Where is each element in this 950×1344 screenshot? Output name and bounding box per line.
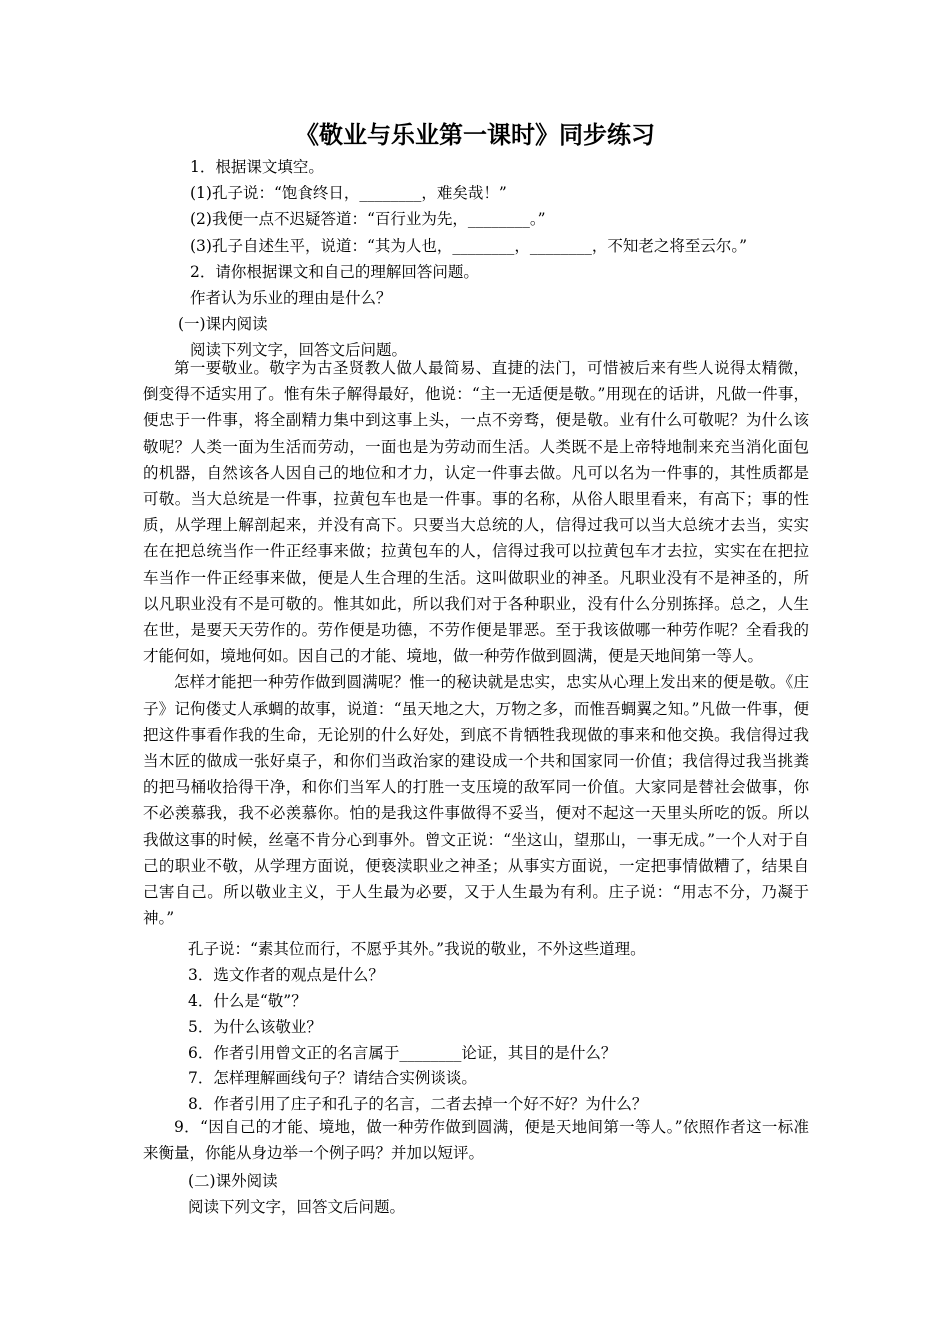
section-heading-extracurricular: (二)课外阅读 <box>188 1172 278 1190</box>
question-1-item-3: (3)孔子自述生平，说道：“其为人也，________，________，不知老之将至云尔。” <box>190 237 748 255</box>
passage-paragraph-2: 怎样才能把一种劳作做到圆满呢？惟一的秘诀就是忠实，忠实从心理上发出来的便是敬。《庄子》记佝偻丈人承蜩的故事，说道：“虽天地之大，万物之多，而惟吾蜩翼之知。”凡做一件事，便把这件事看作我的生命，无论别的什么好处，到底不肯牺牲我现做的事来和他交换。我信得过我当木匠的做成一张好桌子，和你们当政治家的建设成一个共和国家同一价值；我信得过我当挑粪的把马桶收拾得干净，和你们当军人的打胜一支压境的敌军同一价值。大家同是替社会做事，你不必羡慕我，我不必羡慕你。怕的是我这件事做得不妥当，便对不起这一天里头所吃的饭。所以我做这事的时候，丝毫不肯分心到事外。曾文正说：“坐这山，望那山，一事无成。”一个人对于自己的职业不敬，从学理方面说，便亵渎职业之神圣；从事实方面说，一定把事情做糟了，结果自己害自己。所以敬业主义，于人生最为必要，又于人生最为有利。庄子说：“用志不分，乃凝于神。” <box>143 673 809 928</box>
question-1-item-1: (1)孔子说：“饱食终日，________，难矣哉！” <box>190 184 507 202</box>
question-9: 9．“因自己的才能、境地，做一种劳作做到圆满，便是天地间第一等人。”依照作者这一标准来衡量，你能从身边举一个例子吗？并加以短评。 <box>143 1118 809 1162</box>
reading-instruction-2: 阅读下列文字，回答文后问题。 <box>188 1198 406 1216</box>
passage-paragraph-3: 孔子说：“素其位而行，不愿乎其外。”我说的敬业，不外这些道理。 <box>188 940 646 958</box>
question-5: 5．为什么该敬业？ <box>188 1018 322 1036</box>
question-2: 2．请你根据课文和自己的理解回答问题。 <box>190 263 479 281</box>
question-2-text: 作者认为乐业的理由是什么？ <box>190 289 392 307</box>
question-8: 8．作者引用了庄子和孔子的名言，二者去掉一个好不好？为什么？ <box>188 1095 648 1113</box>
passage-paragraph-1: 第一要敬业。敬字为古圣贤教人做人最简易、直捷的法门，可惜被后来有些人说得太精微，倒变得不适实用了。惟有朱子解得最好，他说：“主一无适便是敬。”用现在的话讲，凡做一件事，便忠于一件事，将全副精力集中到这事上头，一点不旁骛，便是敬。业有什么可敬呢？为什么该敬呢？人类一面为生活而劳动，一面也是为劳动而生活。人类既不是上帝特地制来充当消化面包的机器，自然该各人因自己的地位和才力，认定一件事去做。凡可以名为一件事的，其性质都是可敬。当大总统是一件事，拉黄包车也是一件事。事的名称，从俗人眼里看来，有高下；事的性质，从学理上解剖起来，并没有高下。只要当大总统的人，信得过我可以当大总统才去当，实实在在把总统当作一件正经事来做；拉黄包车的人，信得过我可以拉黄包车才去拉，实实在在把拉车当作一件正经事来做，便是人生合理的生活。这叫做职业的神圣。凡职业没有不是神圣的，所以凡职业没有不是可敬的。惟其如此，所以我们对于各种职业，没有什么分别拣择。总之，人生在世，是要天天劳作的。劳作便是功德，不劳作便是罪恶。至于我该做哪一种劳作呢？全看我的才能何如，境地何如。因自己的才能、境地，做一种劳作做到圆满，便是天地间第一等人。 <box>143 359 809 666</box>
question-7: 7．怎样理解画线句子？请结合实例谈谈。 <box>188 1069 477 1087</box>
document-title: 《敬业与乐业第一课时》同步练习 <box>295 121 655 149</box>
question-3: 3．选文作者的观点是什么？ <box>188 966 384 984</box>
question-1-item-2: (2)我便一点不迟疑答道：“百行业为先，________。” <box>190 210 546 228</box>
reading-instruction-1: 阅读下列文字，回答文后问题。 <box>190 341 408 359</box>
question-6: 6．作者引用曾文正的名言属于________论证，其目的是什么？ <box>188 1044 617 1062</box>
section-heading-inclass: (一)课内阅读 <box>178 315 268 333</box>
question-1: 1．根据课文填空。 <box>190 158 324 176</box>
question-9-block <box>143 1114 809 1166</box>
question-4: 4．什么是“敬”？ <box>188 992 307 1010</box>
reading-passage <box>143 355 809 931</box>
